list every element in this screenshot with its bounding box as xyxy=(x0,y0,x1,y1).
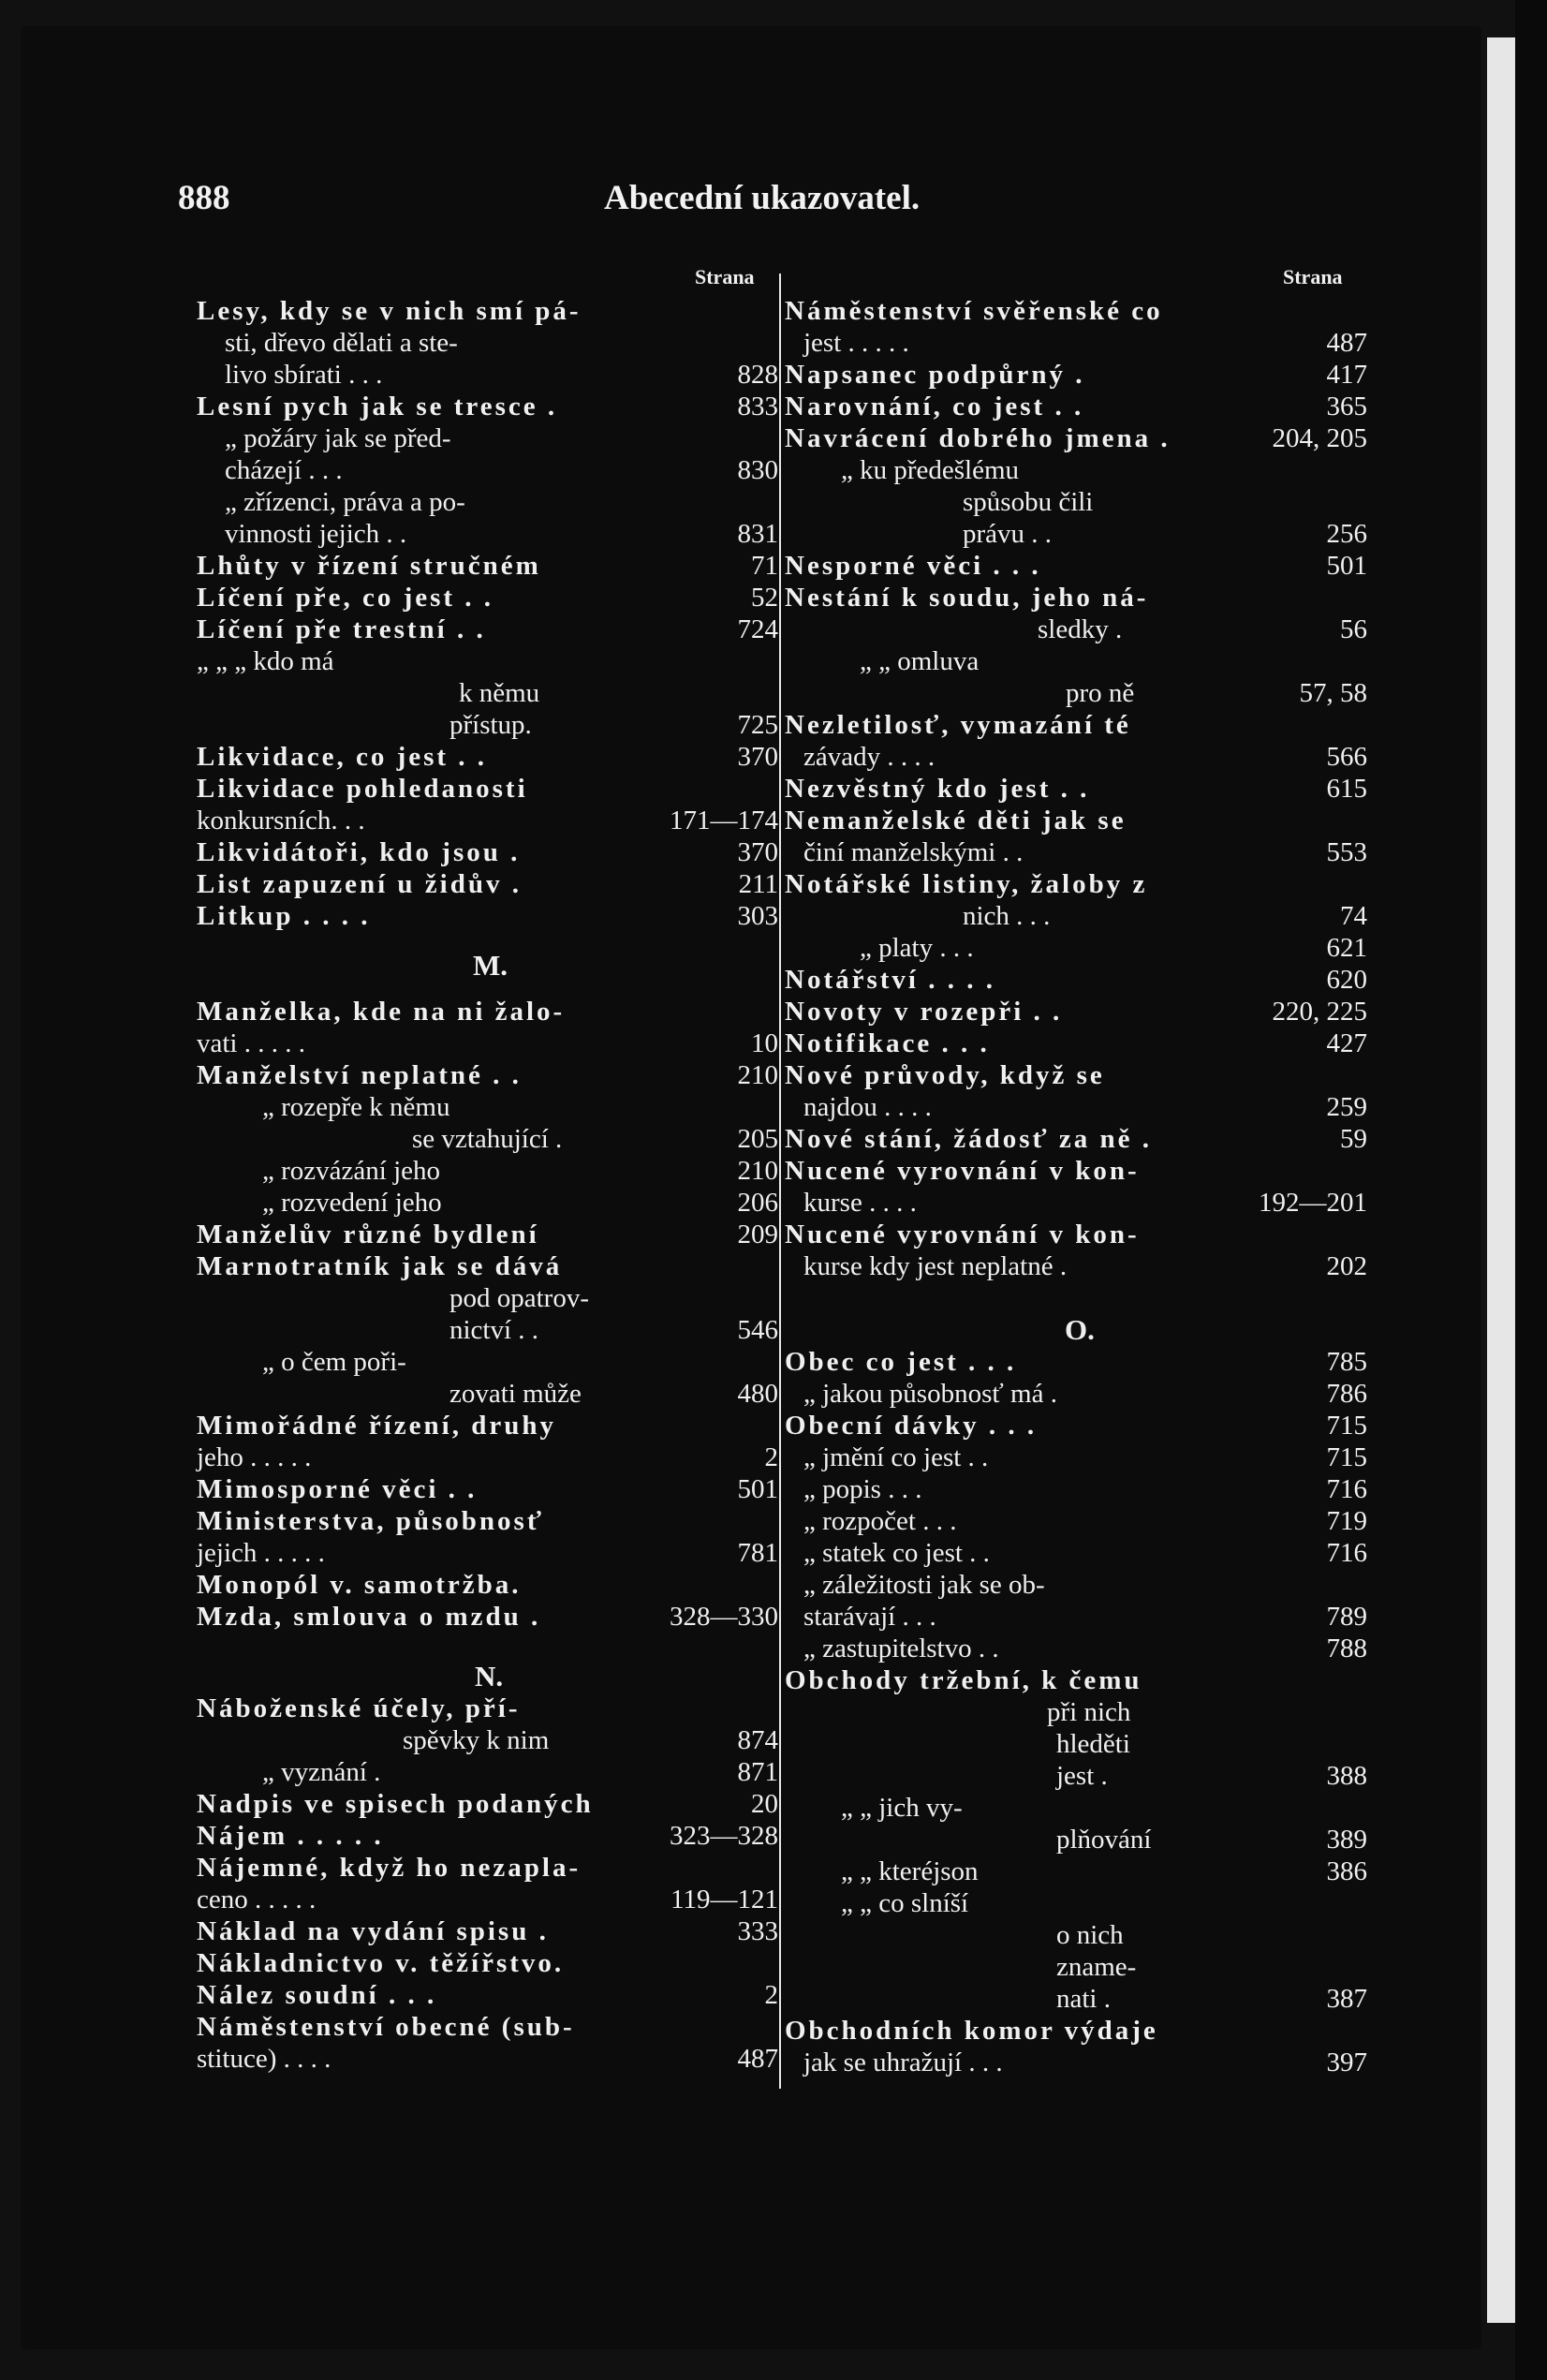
page-reference: 259 xyxy=(1326,1092,1367,1122)
page-reference: 389 xyxy=(1326,1825,1367,1855)
index-entry xyxy=(197,773,759,805)
index-entry xyxy=(197,1091,759,1123)
entry-text: závady . . . . xyxy=(803,742,936,772)
entry-text: kurse kdy jest neplatné . xyxy=(803,1251,1068,1281)
entry-text: spůsobu čili xyxy=(963,487,1094,517)
entry-text: k němu xyxy=(459,678,540,708)
page-reference: 210 xyxy=(737,1156,778,1186)
entry-text: Manželství neplatné . . xyxy=(197,1060,522,1090)
entry-text: Likvidátoři, kdo jsou . xyxy=(197,837,521,867)
column-divider xyxy=(779,273,781,2089)
entry-text: sledky . xyxy=(1038,614,1123,644)
page-reference: 220, 225 xyxy=(1272,997,1367,1027)
entry-text: Ministerstva, působnosť xyxy=(197,1506,544,1536)
page-reference: 57, 58 xyxy=(1299,678,1367,708)
page-reference: 119—121 xyxy=(670,1885,778,1914)
page-reference: 74 xyxy=(1340,901,1367,931)
index-entry xyxy=(197,1724,778,1756)
index-entry xyxy=(197,422,759,454)
page-reference: 546 xyxy=(737,1315,778,1345)
page-reference: 719 xyxy=(1326,1506,1367,1536)
page-reference: 786 xyxy=(1326,1379,1367,1409)
page-reference: 788 xyxy=(1326,1633,1367,1663)
page-reference: 2 xyxy=(764,1980,778,2010)
entry-text: Marnotratník jak se dává xyxy=(197,1251,563,1281)
entry-text: při nich xyxy=(1047,1697,1131,1727)
index-entry xyxy=(197,1979,778,2011)
page-reference: 59 xyxy=(1340,1124,1367,1154)
index-entry xyxy=(197,486,759,518)
page-reference: 10 xyxy=(751,1028,778,1058)
index-entry xyxy=(197,677,759,709)
index-entry xyxy=(785,1601,1365,1633)
index-entry xyxy=(197,2011,759,2043)
entry-text: Novoty v rozepři . . xyxy=(785,997,1063,1027)
index-entry xyxy=(785,805,1365,836)
page-reference: 501 xyxy=(737,1474,778,1504)
section-letter-n: N. xyxy=(475,1660,504,1693)
entry-text: Lesní pych jak se tresce . xyxy=(197,392,558,421)
index-entry xyxy=(785,1346,1365,1378)
entry-text: List zapuzení u židův . xyxy=(197,869,522,899)
entry-text: pro ně xyxy=(1066,678,1135,708)
index-entry xyxy=(197,391,778,422)
page-reference: 501 xyxy=(1326,551,1367,581)
entry-text: Likvidace, co jest . . xyxy=(197,742,488,772)
index-entry xyxy=(197,1219,778,1250)
index-entry xyxy=(197,1346,759,1378)
entry-text: Nadpis ve spisech podaných xyxy=(197,1789,594,1819)
page-reference: 480 xyxy=(737,1379,778,1409)
entry-text: Náměstenství svěřenské co xyxy=(785,296,1163,326)
entry-text: jejich . . . . . xyxy=(197,1538,325,1568)
index-entry xyxy=(785,1091,1365,1123)
entry-text: Lesy, kdy se v nich smí pá- xyxy=(197,296,582,326)
index-entry xyxy=(197,1410,759,1441)
entry-text: „ rozvázání jeho xyxy=(262,1156,441,1186)
entry-text: jest . xyxy=(1056,1761,1108,1791)
page-reference: 831 xyxy=(737,519,778,549)
entry-text: Náměstenství obecné (sub- xyxy=(197,2012,575,2042)
page-reference: 56 xyxy=(1340,614,1367,644)
page-reference: 874 xyxy=(737,1725,778,1755)
entry-text: „ rozvedení jeho xyxy=(262,1188,442,1218)
entry-text: Nález soudní . . . xyxy=(197,1980,437,2010)
entry-text: „ zastupitelstvo . . xyxy=(803,1633,999,1663)
index-entry xyxy=(197,1250,759,1282)
index-entry xyxy=(785,964,1365,996)
index-entry xyxy=(197,582,778,613)
section-letter-m: M. xyxy=(473,949,508,982)
entry-text: Obchody tržební, k čemu xyxy=(785,1665,1142,1695)
entry-text: Manželka, kde na ni žalo- xyxy=(197,997,566,1027)
entry-text: „ statek co jest . . xyxy=(803,1538,990,1568)
page-reference: 621 xyxy=(1326,933,1367,963)
index-entry xyxy=(197,1187,778,1219)
index-entry xyxy=(785,900,1365,932)
index-entry xyxy=(197,1027,778,1059)
entry-text: „ zřízenci, práva a po- xyxy=(225,487,465,517)
entry-text: jeho . . . . . xyxy=(197,1442,312,1472)
page-reference: 833 xyxy=(737,392,778,421)
entry-text: Obec co jest . . . xyxy=(785,1347,1017,1377)
index-entry xyxy=(785,677,1365,709)
entry-text: Mzda, smlouva o mzdu . xyxy=(197,1602,541,1632)
scan-border xyxy=(1515,0,1547,2380)
entry-text: stituce) . . . . xyxy=(197,2044,332,2074)
entry-text: Obecní dávky . . . xyxy=(785,1411,1038,1441)
entry-text: „ záležitosti jak se ob- xyxy=(803,1570,1045,1600)
index-entry xyxy=(785,1505,1365,1537)
entry-text: činí manželskými . . xyxy=(803,837,1024,867)
page-reference: 303 xyxy=(737,901,778,931)
index-entry xyxy=(785,1473,1365,1505)
entry-text: Lhůty v řízení stručném xyxy=(197,551,541,581)
page-reference: 387 xyxy=(1326,1984,1367,2014)
entry-text: Narovnání, co jest . . xyxy=(785,392,1084,421)
page-reference: 210 xyxy=(737,1060,778,1090)
entry-text: sti, dřevo dělati a ste- xyxy=(225,328,458,358)
index-entry xyxy=(197,1947,759,1979)
page-reference: 204, 205 xyxy=(1272,423,1367,453)
index-entry xyxy=(785,1760,1365,1792)
page-reference: 830 xyxy=(737,455,778,485)
entry-text: Mimosporné věci . . xyxy=(197,1474,478,1504)
entry-text: Manželův různé bydlení xyxy=(197,1220,539,1249)
page-reference: 715 xyxy=(1326,1442,1367,1472)
index-entry xyxy=(785,836,1365,868)
entry-text: se vztahující . xyxy=(412,1124,563,1154)
index-entry xyxy=(785,422,1365,454)
index-entry xyxy=(785,932,1365,964)
page-reference: 211 xyxy=(738,869,778,899)
page-reference: 365 xyxy=(1326,392,1367,421)
entry-text: kurse . . . . xyxy=(803,1188,917,1218)
index-entry xyxy=(197,741,778,773)
page-reference: 828 xyxy=(737,360,778,390)
index-entry xyxy=(197,518,778,550)
entry-text: „ jakou působnosť má . xyxy=(803,1379,1057,1409)
index-entry xyxy=(785,1728,1365,1760)
right-column-head: Strana xyxy=(1283,265,1343,288)
index-entry xyxy=(197,1820,778,1852)
entry-text: nich . . . xyxy=(963,901,1051,931)
index-entry xyxy=(197,1915,778,1947)
index-entry xyxy=(197,454,778,486)
entry-text: Nové stání, žádosť za ně . xyxy=(785,1124,1152,1154)
index-entry xyxy=(785,773,1365,805)
index-entry xyxy=(785,2015,1365,2047)
page-reference: 2 xyxy=(764,1442,778,1472)
entry-text: Navrácení dobrého jmena . xyxy=(785,423,1171,453)
page-reference: 781 xyxy=(737,1538,778,1568)
index-entry xyxy=(197,1473,778,1505)
page-reference: 615 xyxy=(1326,774,1367,804)
entry-text: Nezvěstný kdo jest . . xyxy=(785,774,1090,804)
entry-text: Nucené vyrovnání v kon- xyxy=(785,1156,1140,1186)
page-reference: 256 xyxy=(1326,519,1367,549)
entry-text: Nestání k soudu, jeho ná- xyxy=(785,583,1149,613)
index-entry xyxy=(785,1696,1365,1728)
index-entry xyxy=(785,1792,1365,1824)
page-reference: 716 xyxy=(1326,1538,1367,1568)
index-entry xyxy=(197,1569,759,1601)
entry-text: „ požáry jak se před- xyxy=(225,423,451,453)
index-entry xyxy=(197,550,778,582)
page-reference: 388 xyxy=(1326,1761,1367,1791)
index-entry xyxy=(785,1410,1365,1441)
page-reference: 871 xyxy=(737,1757,778,1787)
index-entry xyxy=(785,295,1365,327)
index-entry xyxy=(197,1884,778,1915)
index-entry xyxy=(197,1123,778,1155)
entry-text: Nájemné, když ho nezapla- xyxy=(197,1853,582,1883)
index-entry xyxy=(785,1027,1365,1059)
index-entry xyxy=(785,582,1365,613)
entry-text: Mimořádné řízení, druhy xyxy=(197,1411,556,1441)
page-reference: 52 xyxy=(751,583,778,613)
index-entry xyxy=(197,359,778,391)
index-entry xyxy=(785,1187,1365,1219)
page-reference: 417 xyxy=(1326,360,1367,390)
entry-text: „ „ kteréjson xyxy=(841,1856,979,1886)
index-entry xyxy=(197,1788,778,1820)
page-reference: 487 xyxy=(737,2044,778,2074)
index-entry xyxy=(197,1693,759,1724)
section-letter-o: O. xyxy=(1065,1313,1095,1346)
index-entry xyxy=(785,359,1365,391)
entry-text: ceno . . . . . xyxy=(197,1885,317,1914)
index-entry xyxy=(197,709,778,741)
index-entry xyxy=(785,518,1365,550)
entry-text: starávají . . . xyxy=(803,1602,936,1632)
entry-text: nati . xyxy=(1056,1984,1111,2014)
index-entry xyxy=(785,550,1365,582)
entry-text: „ popis . . . xyxy=(803,1474,922,1504)
index-entry xyxy=(197,1282,759,1314)
index-entry xyxy=(197,295,759,327)
left-column-head: Strana xyxy=(695,265,755,288)
entry-text: Nezletilosť, vymazání té xyxy=(785,710,1131,740)
entry-text: najdou . . . . xyxy=(803,1092,932,1122)
entry-text: jak se uhražují . . . xyxy=(803,2047,1003,2077)
page-reference: 716 xyxy=(1326,1474,1367,1504)
index-entry xyxy=(785,1887,1365,1919)
page-reference: 397 xyxy=(1326,2047,1367,2077)
page-title: Abecední ukazovatel. xyxy=(604,179,921,217)
entry-text: „ „ omluva xyxy=(860,646,980,676)
index-entry xyxy=(197,327,759,359)
page-reference: 333 xyxy=(737,1916,778,1946)
entry-text: „ jmění co jest . . xyxy=(803,1442,989,1472)
entry-text: Notářské listiny, žaloby z xyxy=(785,869,1148,899)
entry-text: hleděti xyxy=(1056,1729,1130,1759)
entry-text: „ o čem poři- xyxy=(262,1347,406,1377)
entry-text: zovati může xyxy=(449,1379,582,1409)
index-entry xyxy=(197,868,778,900)
entry-text: Napsanec podpůrný . xyxy=(785,360,1085,390)
page-reference: 370 xyxy=(737,837,778,867)
index-entry xyxy=(785,454,1365,486)
page-reference: 789 xyxy=(1326,1602,1367,1632)
index-entry xyxy=(785,996,1365,1027)
entry-text: „ „ „ kdo má xyxy=(197,646,334,676)
entry-text: „ ku předešlému xyxy=(841,455,1020,485)
index-entry xyxy=(785,1983,1365,2015)
entry-text: Nesporné věci . . . xyxy=(785,551,1041,581)
index-entry xyxy=(785,2047,1365,2078)
page-reference: 192—201 xyxy=(1259,1188,1367,1218)
entry-text: přístup. xyxy=(449,710,532,740)
index-entry xyxy=(785,1664,1365,1696)
page-number: 888 xyxy=(178,179,230,217)
entry-text: plňování xyxy=(1056,1825,1152,1855)
entry-text: cházejí . . . xyxy=(225,455,343,485)
index-entry xyxy=(197,1505,759,1537)
index-entry xyxy=(785,1919,1365,1951)
page-reference: 202 xyxy=(1326,1251,1367,1281)
index-entry xyxy=(785,1441,1365,1473)
index-entry xyxy=(197,996,759,1027)
index-entry xyxy=(785,868,1365,900)
index-entry xyxy=(785,1378,1365,1410)
index-entry xyxy=(785,1824,1365,1855)
entry-text: vati . . . . . xyxy=(197,1028,305,1058)
page-reference: 323—328 xyxy=(670,1821,778,1851)
entry-text: zname- xyxy=(1056,1952,1137,1982)
index-entry xyxy=(785,1537,1365,1569)
index-entry xyxy=(197,1378,778,1410)
entry-text: konkursních. . . xyxy=(197,806,365,835)
entry-text: Monopól v. samotržba. xyxy=(197,1570,522,1600)
next-page-edge xyxy=(1487,37,1515,2323)
page-reference: 209 xyxy=(737,1220,778,1249)
page-reference: 205 xyxy=(737,1124,778,1154)
index-entry xyxy=(785,1951,1365,1983)
entry-text: „ „ jich vy- xyxy=(841,1793,963,1823)
index-entry xyxy=(197,1441,778,1473)
index-entry xyxy=(785,1155,1365,1187)
entry-text: právu . . xyxy=(963,519,1053,549)
entry-text: livo sbírati . . . xyxy=(225,360,383,390)
entry-text: „ rozepře k němu xyxy=(262,1092,450,1122)
index-entry xyxy=(785,1123,1365,1155)
index-entry xyxy=(197,836,778,868)
entry-text: pod opatrov- xyxy=(449,1283,589,1313)
index-entry xyxy=(785,327,1365,359)
page-reference: 20 xyxy=(751,1789,778,1819)
page-reference: 427 xyxy=(1326,1028,1367,1058)
entry-text: Nucené vyrovnání v kon- xyxy=(785,1220,1140,1249)
index-entry xyxy=(197,1756,778,1788)
page-reference: 566 xyxy=(1326,742,1367,772)
index-entry xyxy=(785,486,1365,518)
index-entry xyxy=(197,1601,778,1633)
index-entry xyxy=(197,1155,778,1187)
index-entry xyxy=(197,645,759,677)
entry-text: Notářství . . . . xyxy=(785,965,995,995)
entry-text: jest . . . . . xyxy=(803,328,909,358)
index-entry xyxy=(785,1855,1365,1887)
entry-text: Nákladnictvo v. těžířstvo. xyxy=(197,1948,565,1978)
entry-text: Náklad na vydání spisu . xyxy=(197,1916,549,1946)
entry-text: Náboženské účely, pří- xyxy=(197,1693,521,1723)
page-reference: 724 xyxy=(737,614,778,644)
entry-text: Litkup . . . . xyxy=(197,901,371,931)
index-entry xyxy=(785,1250,1365,1282)
entry-text: vinnosti jejich . . xyxy=(225,519,407,549)
index-entry xyxy=(197,805,778,836)
page-reference: 715 xyxy=(1326,1411,1367,1441)
index-entry xyxy=(785,613,1365,645)
entry-text: Nemanželské děti jak se xyxy=(785,806,1127,835)
entry-text: „ rozpočet . . . xyxy=(803,1506,957,1536)
page-reference: 386 xyxy=(1326,1856,1367,1886)
page-reference: 171—174 xyxy=(670,806,778,835)
index-entry xyxy=(785,1633,1365,1664)
entry-text: „ vyznání . xyxy=(262,1757,381,1787)
entry-text: Notifikace . . . xyxy=(785,1028,990,1058)
page-reference: 620 xyxy=(1326,965,1367,995)
entry-text: Obchodních komor výdaje xyxy=(785,2016,1158,2046)
index-entry xyxy=(197,2043,778,2075)
entry-text: nictví . . xyxy=(449,1315,539,1345)
page-reference: 370 xyxy=(737,742,778,772)
index-entry xyxy=(785,1059,1365,1091)
page-reference: 487 xyxy=(1326,328,1367,358)
index-entry xyxy=(197,1059,778,1091)
page-reference: 328—330 xyxy=(670,1602,778,1632)
page-reference: 206 xyxy=(737,1188,778,1218)
index-entry xyxy=(197,1314,778,1346)
entry-text: „ „ co slníší xyxy=(841,1888,969,1918)
index-entry xyxy=(785,391,1365,422)
index-entry xyxy=(785,1569,1365,1601)
index-entry xyxy=(785,1219,1365,1250)
entry-text: Líčení pře trestní . . xyxy=(197,614,486,644)
entry-text: o nich xyxy=(1056,1920,1124,1950)
page-reference: 71 xyxy=(751,551,778,581)
entry-text: spěvky k nim xyxy=(403,1725,550,1755)
index-entry xyxy=(197,613,778,645)
index-entry xyxy=(197,900,778,932)
index-entry xyxy=(197,1537,778,1569)
index-entry xyxy=(785,645,1365,677)
index-entry xyxy=(197,1852,759,1884)
entry-text: Nájem . . . . . xyxy=(197,1821,384,1851)
index-entry xyxy=(785,709,1365,741)
page-reference: 785 xyxy=(1326,1347,1367,1377)
page-reference: 553 xyxy=(1326,837,1367,867)
entry-text: „ platy . . . xyxy=(860,933,974,963)
index-entry xyxy=(785,741,1365,773)
entry-text: Nové průvody, když se xyxy=(785,1060,1105,1090)
page-reference: 725 xyxy=(737,710,778,740)
entry-text: Likvidace pohledanosti xyxy=(197,774,528,804)
entry-text: Líčení pře, co jest . . xyxy=(197,583,494,613)
